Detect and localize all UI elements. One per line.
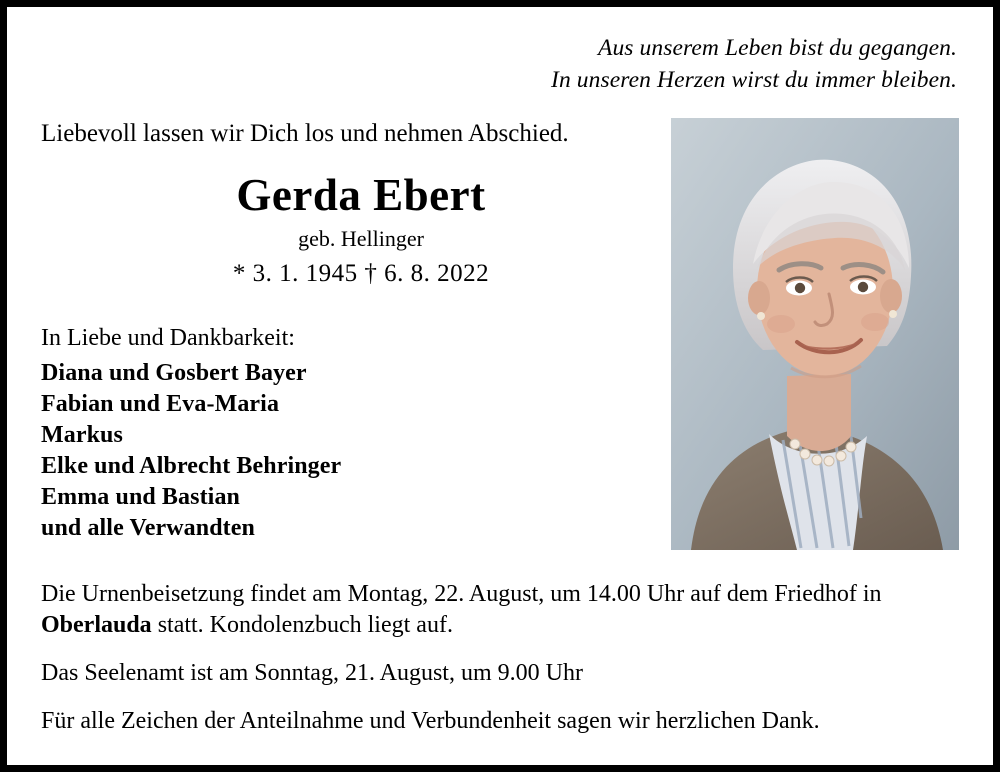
portrait-photo	[671, 118, 959, 550]
footer-details	[41, 579, 959, 738]
mourner-line: Emma und Bastian	[41, 484, 240, 511]
maiden-name: geb. Hellinger	[298, 225, 424, 251]
portrait-illustration	[671, 118, 959, 550]
mourners-intro: In Liebe und Dankbarkeit:	[41, 325, 295, 352]
memorial-mass: Das Seelenamt ist am Sonntag, 21. August, um 9.00 Uhr	[41, 660, 583, 687]
epitaph-line-1: Aus unserem Leben bist du gegangen.	[598, 35, 957, 61]
burial-details	[41, 579, 959, 641]
epitaph	[41, 33, 957, 96]
life-dates: * 3. 1. 1945 † 6. 8. 2022	[232, 260, 490, 288]
thanks-note: Für alle Zeichen der Anteilnahme und Verbundenheit sagen wir herzlichen Dank.	[41, 708, 820, 735]
name-block	[41, 169, 681, 290]
mourner-line: Elke und Albrecht Behringer	[41, 453, 342, 480]
mourner-line: Fabian und Eva-Maria	[41, 390, 280, 417]
burial-text-2: statt. Kondolenzbuch liegt auf.	[151, 611, 453, 638]
burial-place: Oberlauda	[41, 611, 152, 638]
mourner-line: und alle Verwandten	[41, 515, 255, 542]
body-area	[41, 118, 959, 544]
mourner-line: Markus	[41, 421, 123, 448]
deceased-name: Gerda Ebert	[236, 169, 486, 220]
mourners-list	[41, 323, 661, 544]
mourner-line: Diana und Gosbert Bayer	[41, 359, 307, 386]
lead-text: Liebevoll lassen wir Dich los und nehmen Abschied.	[41, 120, 569, 148]
epitaph-line-2: In unseren Herzen wirst du immer bleiben.	[551, 66, 957, 93]
burial-text-1: Die Urnenbeisetzung findet am Montag, 22. August, um 14.00 Uhr auf dem Friedhof in	[41, 580, 882, 607]
obituary-inner	[7, 7, 993, 765]
